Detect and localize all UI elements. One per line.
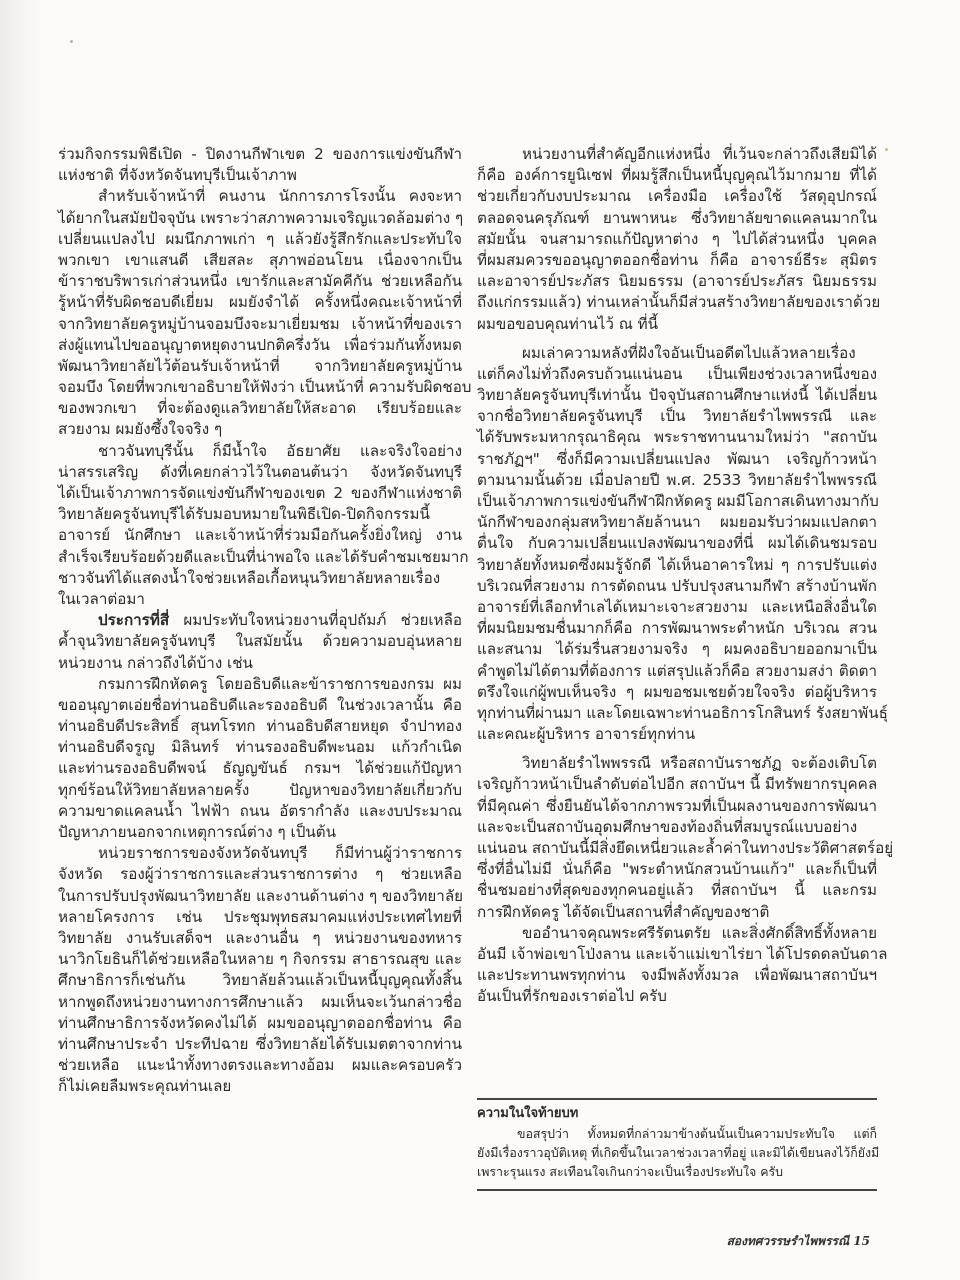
afterword-box [477,1098,880,1191]
text-line: นาวิกโยธินก็ได้ช่วยเหลือในหลาย ๆ กิจกรรม สาธารณสุข และ [58,950,462,969]
text-line: และประทานพรทุกท่าน จงมีพลังทั้งมวล เพื่อพัฒนาสถาบันฯ [477,966,877,985]
text-line: และจะเป็นสถาบันอุดมศึกษาของท้องถิ่นที่สมบูรณ์แบบอย่าง [477,817,858,836]
text-line: ตลอดจนครุภัณฑ์ ยานพาหนะ ซึ่งวิทยาลัยขาดแคลนมากใน [477,208,877,227]
text-line: อาจารย์ที่เลือกทำเลได้เหมาะเจาะสวยงาม และเหนือสิ่งอื่นใด [477,597,877,616]
text-line: วิทยาลัย งานรับเสด็จฯ และงานอื่น ๆ หน่วยงานของทหาร [58,928,462,947]
scan-speck [70,40,73,43]
text-line: บริเวณที่สวยงาม การตัดถนน ปรับปรุงสนามกีฬา สร้างบ้านพัก [477,576,877,595]
text-line: ส่งผู้แทนไปขออนุญาตหยุดงานปกติครึ่งวัน เพื่อร่วมกันทั้งหมด [58,335,462,354]
text-line: รู้หน้าที่รับผิดชอบดีเยี่ยม ผมยังจำได้ ครั้งหนึ่งคณะเจ้าหน้าที่ [58,293,462,312]
paragraph-start: ชาวจันทบุรีนั้น ก็มีน้ำใจ อัธยาศัย และจริงใจอย่าง [98,441,462,460]
paragraph-start: ผมเล่าความหลังที่ฝังใจอันเป็นอดีตไปแล้วหลายเรื่อง [522,343,856,362]
text-line: น่าสรรเสริญ ดังที่เคยกล่าวไว้ในตอนต้นว่า จังหวัดจันทบุรี [58,462,462,481]
bold-lead-heading: ประการที่สี่ [98,611,170,630]
paragraph-start: สำหรับเจ้าหน้าที่ คนงาน นักการภารโรงนั้น คงจะหา [98,187,462,206]
afterword-line: ขอสรุปว่า ทั้งหมดที่กล่าวมาข้างต้นนั้นเป็นความประทับใจ แต่ก็ [517,1126,877,1141]
text-line: ได้เป็นเจ้าภาพการจัดแข่งขันกีฬาของเขต 2 ของกีฬาแห่งชาติ [58,484,462,502]
afterword-line: เพราะรุนแรง สะเทือนใจเกินกว่าจะเป็นเรื่องประทับใจ ครับ [477,1164,784,1179]
text-line: ท่านอธิบดีประสิทธิ์ สุนทโรทก ท่านอธิบดีสายหยุด จำปาทอง [58,717,462,736]
text-line: เป็นเจ้าภาพการแข่งขันกีฬาฝึกหัดครู ผมมีโอกาสเดินทางมากับ [477,492,879,510]
text-line: ก็ไม่เคยลืมพระคุณท่านเลย [58,1077,232,1096]
paragraph-start: หน่วยงานที่สำคัญอีกแห่งหนึ่ง ที่เว้นจะกล่าวถึงเสียมิได้ [522,145,877,163]
text-line: แห่งชาติ ที่จังหวัดจันทบุรีเป็นเจ้าภาพ [58,166,297,185]
text-line: ปัญหาภายนอกจากเหตุการณ์ต่าง ๆ เป็นต้น [58,823,336,841]
text-line: การฝึกหัดครู ได้จัดเป็นสถานที่สำคัญของชาติ [477,902,770,921]
left-column [58,144,472,1097]
text-line: แน่นอน สถาบันนี้มีสิ่งยึดเหนี่ยวและล้ำค่าในทางประวัติศาสตร์อยู่ [477,839,894,857]
paragraph-gap [477,335,877,343]
text-line: เปลี่ยนแปลงไป ผมนึกภาพเก่า ๆ แล้วยังรู้สึกรักและประทับใจ [58,229,462,248]
text-line: สมัยนั้น จนสามารถแก้ปัญหาต่าง ๆ ไปได้ส่วนหนึ่ง บุคคล [477,229,877,248]
text-line: ของพวกเขา ที่จะต้องดูแลวิทยาลัยให้สะอาด เรียบร้อยและ [58,399,462,418]
text-line: ก็คือ องค์การยูนิเซฟ ที่ผมรู้สึกเป็นหนี้บุญคุณไว้มากมาย ที่ได้ [477,166,877,185]
text-line: คำพูดไม่ได้ตามที่ต้องการ แต่สรุปแล้วก็คือ สวยงามสง่า ติดตา [477,661,877,680]
text-line: ได้รับพระมหากรุณาธิคุณ พระราชทานนามใหม่ว่า "สถาบัน [477,428,877,447]
text-line: จากวิทยาลัยครูหมู่บ้านจอมบึงจะมาเยี่ยมชม เจ้าหน้าที่ของเรา [58,314,462,333]
text-line: อันเป็นที่รักของเราต่อไป ครับ [477,987,667,1006]
text-line: และท่านรองอธิบดีพจน์ ธัญญขันธ์ กรมฯ ได้ช่วยแก้ปัญหา [58,759,462,778]
publication-name: สองทศวรรษรำไพพรรณี [726,1234,850,1248]
afterword-line: ยังมีเรื่องราวอุบัติเหตุ ที่เกิดขึ้นในเวลาช่วงเวลาที่อยู่ และมิได้เขียนลงไว้ก็ยังมี [477,1145,880,1160]
text-line: ความขาดแคลนน้ำ ไฟฟ้า ถนน อัตรากำลัง และงบประมาณ [58,801,462,820]
text-line: และสนาม ได้ร่มรื่นสวยงามจริง ๆ ผมคงอธิบายออกมาเป็น [477,640,877,659]
text-line: หลายโครงการ เช่น ประชุมพุทธสมาคมแห่งประเทศไทยที่ [58,907,462,926]
text-line: ขออนุญาตเอ่ยชื่อท่านอธิบดีและรองอธิบดี ในช่วงเวลานั้น คือ [58,695,462,714]
page-number: 15 [853,1234,870,1248]
scan-speck [885,148,888,151]
text-line: ท่านอธิบดีจรูญ มิลินทร์ ท่านรองอธิบดีพะนอม แก้วกำเนิด [58,738,462,757]
scan-edge-shadow [0,0,40,1280]
text-line: หากพูดถึงหน่วยงานทางการศึกษาแล้ว ผมเห็นจะเว้นกล่าวชื่อ [58,992,462,1011]
text-line: วิทยาลัยครูจันทบุรีเท่านั้น ปัจจุบันสถานศึกษาแห่งนี้ ได้เปลี่ยน [477,386,877,405]
text-line: ชื่นชมอย่างที่สุดของทุกคนอยู่แล้ว ที่สถาบันฯ นี้ และกรม [477,881,877,900]
paragraph-gap [477,745,877,753]
text-line: ท่านศึกษาประจำ ประทีปฉาย ซึ่งวิทยาลัยได้รับเมตตาจากท่าน [58,1034,462,1053]
paragraph-start: หน่วยราชการของจังหวัดจันทบุรี ก็มีท่านผู้ว่าราชการ [98,844,462,863]
text-line: จอมบึง โดยที่พวกเขาอธิบายให้ฟังว่า เป็นหน้าที่ ความรับผิดชอบ [58,378,472,397]
text-line: พวกเขา เขาแสนดี เสียสละ สุภาพอ่อนโยน เนื่องจากเป็น [58,250,462,269]
text-line: ชาวจันท์ได้แสดงน้ำใจช่วยเหลือเกื้อหนุนวิทยาลัยหลายเรื่อง [58,568,441,587]
text-line: เจริญก้าวหน้าเป็นลำดับต่อไปอีก สถาบันฯ นี้ มีทรัพยากรบุคคล [477,775,878,794]
text-line: ช่วยเหลือ แนะนำทั้งทางตรงและทางอ้อม ผมและครอบครัว [58,1056,462,1075]
text-line: จังหวัด รองผู้ว่าราชการและส่วนราชการต่าง ๆ ช่วยเหลือ [58,865,462,884]
text-span: ผมประทับใจหน่วยงานที่อุปถัมภ์ ช่วยเหลือ [183,611,462,630]
paragraph-start: กรมการฝึกหัดครู โดยอธิบดีและข้าราชการของกรม ผม [98,674,462,693]
text-line: วิทยาลัยครูจันทบุรีได้รับมอบหมายในพิธีเปิด-ปิดกิจกรรมนี้ [58,505,430,524]
text-line: ข้าราชบริพารเก่าส่วนหนึ่ง เขารักและสามัคคีกัน ช่วยเหลือกัน [58,272,462,291]
text-line: ผมขอขอบคุณท่านไว้ ณ ที่นี้ [477,314,659,333]
paragraph-start [58,610,462,631]
text-line: ถึงแก่กรรมแล้ว) ท่านเหล่านั้นก็มีส่วนสร้างวิทยาลัยของเราด้วย [477,293,881,312]
text-line: ที่ผมสมควรขออนุญาตออกชื่อท่าน ก็คือ อาจารย์ธีระ สุมิตร [477,250,877,269]
paragraph-start: วิทยาลัยรำไพพรรณี หรือสถาบันราชภัฏ จะต้องเติบโต [522,754,877,773]
text-line: อาจารย์ นักศึกษา และเจ้าหน้าที่ร่วมมือกันครั้งยิ่งใหญ่ งาน [58,526,462,545]
text-line: และอาจารย์ประภัสร นิยมธรรม (อาจารย์ประภัสร นิยมธรรม [477,272,877,291]
text-line: หน่วยงาน กล่าวถึงได้บ้าง เช่น [58,653,253,672]
text-line: ทุกท่านที่ผ่านมา และโดยเฉพาะท่านอธิการโกสินทร์ รังสยาพันธุ์ [477,703,888,722]
text-line: ตรึงใจแก่ผู้พบเห็นจริง ๆ ผมขอชมเชยด้วยใจจริง ต่อผู้บริหาร [477,682,877,701]
text-line: ทุกข์ร้อนให้วิทยาลัยหลายครั้ง ปัญหาของวิทยาลัยเกี่ยวกับ [58,780,462,799]
text-line: ท่านศึกษาธิการจังหวัดคงไม่ได้ ผมขออนุญาตออกชื่อท่าน คือ [58,1013,462,1032]
text-line: ช่วยเกี่ยวกับงบประมาณ เครื่องมือ เครื่องใช้ วัสดุอุปกรณ์ [477,187,877,206]
text-line: ตื่นใจ กับความเปลี่ยนแปลงพัฒนาของที่นี่ ผมได้เดินชมรอบ [477,534,877,553]
page-footer [727,1232,870,1251]
text-line: และคณะผู้บริหาร อาจารย์ทุกท่าน [477,725,696,744]
afterword-title: ความในใจท้ายบท [477,1106,579,1121]
text-line: ได้ยากในสมัยปัจจุบัน เพราะว่าสภาพความเจริญแวดล้อมต่าง ๆ [58,208,464,227]
text-line: นักกีฬาของกลุ่มสหวิทยาลัยล้านนา ผมยอมรับว่าผมแปลกตา [477,513,877,532]
text-line: ราชภัฏฯ" ซึ่งก็มีความเปลี่ยนแปลง พัฒนา เจริญก้าวหน้า [477,449,877,468]
text-line: ที่ผมนิยมชมชื่นมากก็คือ การพัฒนาพระตำหนัก บริเวณ สวน [477,619,877,638]
text-line: ในการปรับปรุงพัฒนาวิทยาลัย และงานด้านต่าง ๆ ของวิทยาลัย [58,886,464,905]
text-line: แต่ก็คงไม่ทั่วถึงครบถ้วนแน่นอน เป็นเพียงช่วงเวลาหนึ่งของ [477,364,877,383]
text-line: อันมี เจ้าพ่อเขาโป่งลาน และเจ้าแม่เขาไร่ยา ได้โปรดดลบันดาล [477,944,888,963]
text-line: สวยงาม ผมยังซึ้งใจจริง ๆ [58,420,223,439]
text-line: ตามนามนั้นด้วย เมื่อปลายปี พ.ศ. 2533 วิทยาลัยรำไพพรรณี [477,470,877,489]
text-line: ที่มีคุณค่า ซึ่งยืนยันได้จากภาพรวมที่เป็นผลงานของการพัฒนา [477,796,877,815]
text-line: ศึกษาธิการก็เช่นกัน วิทยาลัยล้วนแล้วเป็นหนี้บุญคุณทั้งสิ้น [58,971,462,990]
text-line: ค้ำจุนวิทยาลัยครูจันทบุรี ในสมัยนั้น ด้วยความอบอุ่นหลาย [58,632,462,651]
text-line: สำเร็จเรียบร้อยด้วยดีและเป็นที่น่าพอใจ และได้รับคำชมเชยมาก [58,547,469,566]
text-line: วิทยาลัยทั้งหมดซึ่งผมรู้จักดี ได้เห็นอาคารใหม่ ๆ การปรับแต่ง [477,555,877,574]
text-line: ในเวลาต่อมา [58,589,145,608]
paragraph-start: ขออำนาจคุณพระศรีรัตนตรัย และสิ่งศักดิ์สิทธิ์ทั้งหลาย [522,923,877,942]
text-line: จากชื่อวิทยาลัยครูจันทบุรี เป็น วิทยาลัยรำไพพรรณี และ [477,407,877,426]
text-line: ร่วมกิจกรรมพิธีเปิด - ปิดงานกีฬาเขต 2 ของการแข่งขันกีฬา [58,145,462,163]
text-line: ซึ่งที่อื่นไม่มี นั่นก็คือ "พระตำหนักสวนบ้านแก้ว" และก็เป็นที่ [477,860,877,879]
text-line: พัฒนาวิทยาลัยไว้ต้อนรับเจ้าหน้าที่ จากวิทยาลัยครูหมู่บ้าน [58,356,462,375]
right-column [477,144,894,1008]
